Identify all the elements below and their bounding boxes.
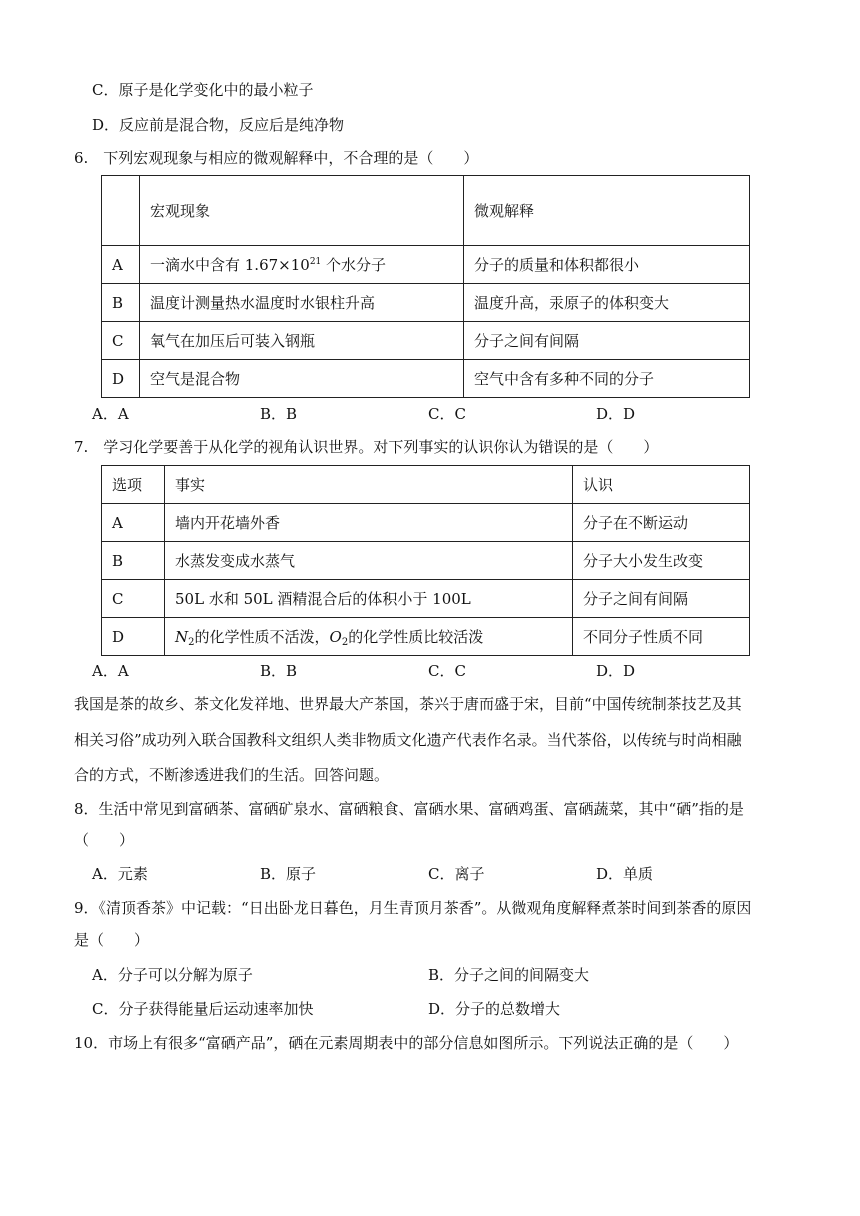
q7-option-c: C．C bbox=[428, 662, 466, 680]
q6-row-key: B bbox=[102, 284, 140, 322]
q6-row-phenomenon: 空气是混合物 bbox=[140, 360, 464, 398]
q7-row-fact: 墙内开花墙外香 bbox=[165, 504, 573, 542]
q8-stem: 8．生活中常见到富硒茶、富硒矿泉水、富硒粮食、富硒水果、富硒鸡蛋、富硒蔬菜，其中“硒”指的是 bbox=[74, 800, 744, 818]
q9-stem: 9．《清顶香茶》中记载：“日出卧龙日暮色，月生青顶月茶香”。从微观角度解释煮茶时间到茶香的原因 bbox=[74, 899, 752, 917]
q8-option-a: A．元素 bbox=[92, 865, 148, 883]
q6-row-phenomenon: 氧气在加压后可装入钢瓶 bbox=[140, 322, 464, 360]
q7-table bbox=[101, 465, 750, 656]
q6-header-explanation: 微观解释 bbox=[464, 176, 750, 246]
q6-row-explanation: 温度升高，汞原子的体积变大 bbox=[464, 284, 750, 322]
q7-row-view: 分子大小发生改变 bbox=[573, 542, 750, 580]
q8-option-b: B．原子 bbox=[260, 865, 317, 883]
q7-row-key: B bbox=[102, 542, 165, 580]
q5-option-d: D．反应前是混合物，反应后是纯净物 bbox=[92, 116, 345, 134]
table-row bbox=[102, 246, 750, 284]
q6-table bbox=[101, 175, 750, 398]
q6-header-phenomenon: 宏观现象 bbox=[140, 176, 464, 246]
table-row bbox=[102, 618, 750, 656]
q9-option-a: A．分子可以分解为原子 bbox=[92, 966, 253, 984]
q8-stem-cont: （ ） bbox=[74, 831, 135, 849]
q7-row-fact: 50L 水和 50L 酒精混合后的体积小于 100L bbox=[165, 580, 573, 618]
q6-row-key: A bbox=[102, 246, 140, 284]
q6-table-header bbox=[102, 176, 750, 246]
table-row bbox=[102, 360, 750, 398]
q7-table-header bbox=[102, 466, 750, 504]
q7-option-d: D．D bbox=[596, 662, 636, 680]
q9-stem-cont: 是（ ） bbox=[74, 931, 150, 949]
q9-option-d: D．分子的总数增大 bbox=[428, 1000, 561, 1018]
q6-option-b: B．B bbox=[260, 405, 298, 423]
q7-row-view: 不同分子性质不同 bbox=[573, 618, 750, 656]
q7-row-key: D bbox=[102, 618, 165, 656]
table-row bbox=[102, 580, 750, 618]
passage-line-1: 我国是茶的故乡、茶文化发祥地、世界最大产茶国，茶兴于唐而盛于宋，目前“中国传统制茶技艺及其 bbox=[74, 695, 742, 713]
table-row bbox=[102, 322, 750, 360]
q7-row-view: 分子在不断运动 bbox=[573, 504, 750, 542]
q7-row-fact: 水蒸发变成水蒸气 bbox=[165, 542, 573, 580]
q7-row-key: C bbox=[102, 580, 165, 618]
passage-line-3: 合的方式，不断渗透进我们的生活。回答问题。 bbox=[74, 766, 390, 784]
q8-option-c: C．离子 bbox=[428, 865, 485, 883]
q6-option-c: C．C bbox=[428, 405, 466, 423]
q7-row-key: A bbox=[102, 504, 165, 542]
q9-option-c: C．分子获得能量后运动速率加快 bbox=[92, 1000, 314, 1018]
q6-header-key bbox=[102, 176, 140, 246]
q6-row-phenomenon: 温度计测量热水温度时水银柱升高 bbox=[140, 284, 464, 322]
q7-row-fact: $N_2$的化学性质不活泼，$O_2$的化学性质比较活泼 bbox=[165, 618, 573, 656]
q7-row-view: 分子之间有间隔 bbox=[573, 580, 750, 618]
q8-option-d: D．单质 bbox=[596, 865, 654, 883]
q9-option-b: B．分子之间的间隔变大 bbox=[428, 966, 590, 984]
q6-option-a: A．A bbox=[92, 405, 129, 423]
table-row bbox=[102, 504, 750, 542]
q10-stem: 10．市场上有很多“富硒产品”，硒在元素周期表中的部分信息如图所示。下列说法正确的是（ ） bbox=[74, 1034, 739, 1052]
q6-row-key: D bbox=[102, 360, 140, 398]
q7-stem: 7. 学习化学要善于从化学的视角认识世界。对下列事实的认识你认为错误的是（ ） bbox=[74, 438, 659, 456]
q7-header-fact: 事实 bbox=[165, 466, 573, 504]
q5-option-c: C．原子是化学变化中的最小粒子 bbox=[92, 81, 314, 99]
q7-header-option: 选项 bbox=[102, 466, 165, 504]
q6-row-explanation: 空气中含有多种不同的分子 bbox=[464, 360, 750, 398]
q6-row-key: C bbox=[102, 322, 140, 360]
q7-header-view: 认识 bbox=[573, 466, 750, 504]
q6-row-explanation: 分子的质量和体积都很小 bbox=[464, 246, 750, 284]
q6-row-phenomenon: 一滴水中含有 $1.67\times 10^{21}$ 个水分子 bbox=[140, 246, 464, 284]
table-row bbox=[102, 284, 750, 322]
q6-stem: 6. 下列宏观现象与相应的微观解释中，不合理的是（ ） bbox=[74, 149, 479, 167]
table-row bbox=[102, 542, 750, 580]
passage-line-2: 相关习俗”成功列入联合国教科文组织人类非物质文化遗产代表作名录。当代茶俗，以传统与时尚相融 bbox=[74, 731, 742, 749]
q6-option-d: D．D bbox=[596, 405, 636, 423]
q7-option-a: A．A bbox=[92, 662, 129, 680]
q7-option-b: B．B bbox=[260, 662, 298, 680]
q6-row-explanation: 分子之间有间隔 bbox=[464, 322, 750, 360]
